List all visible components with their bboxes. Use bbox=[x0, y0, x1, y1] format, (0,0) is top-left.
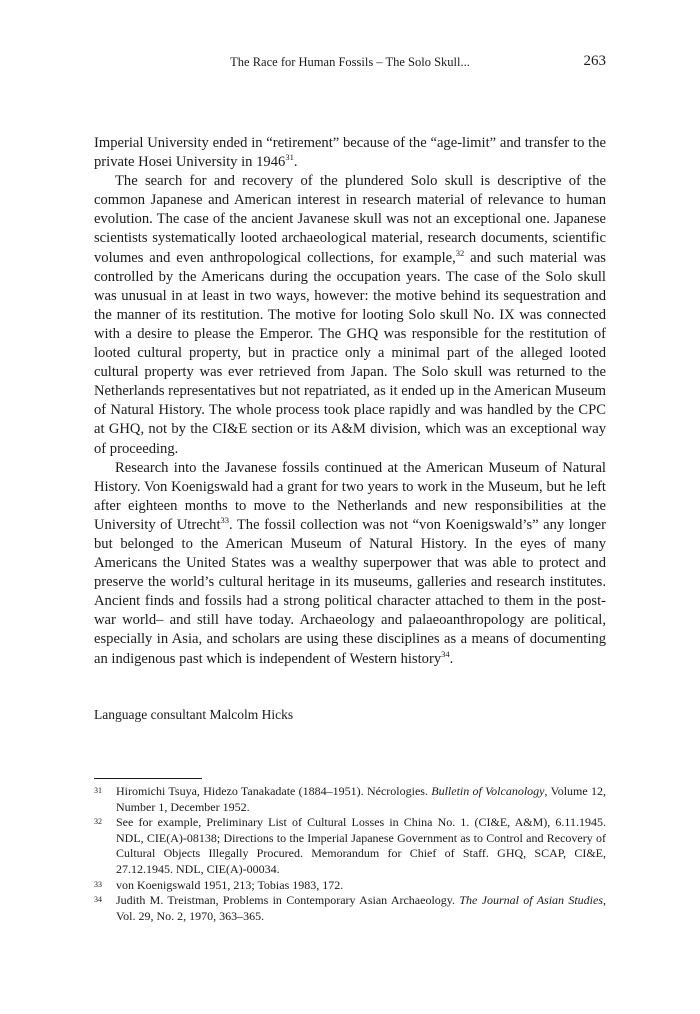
footnote-text: See for example, Preliminary List of Cultural Losses in China No. 1. (CI&E, A&M), 6.11.1945. NDL, CIE(A)-08138; Directions to the Imperial Japanese Government as to Control and Recovery of Cultural Objects Illegally Procured. Memorandum for Chief of Staff. GHQ, SCAP, CI&E, 27.12.1945. NDL, CIE(A)-00034. bbox=[116, 815, 606, 876]
text-run: and such material was controlled by the Americans during the occupation years. The case of the Solo skull was unusual in at least in two ways, however: the motive behind its sequestration and the manner of its restitution. The motive for looting Solo skull No. IX was connected with a desire to please the Emperor. The GHQ was responsible for the restitution of looted cultural property, but in practice only a minimal part of the alleged looted cultural property was ever retrieved from Japan. The Solo skull was returned to the Netherlands representatives but not repatriated, as it ended up in the American Museum of Natural History. The whole process took place rapidly and was handled by the CPC at GHQ, not by the CI&E section or its A&M division, which was an exceptional way of proceeding. bbox=[94, 249, 606, 457]
footnote-number: 34 bbox=[94, 895, 102, 905]
paragraph bbox=[94, 459, 606, 669]
running-title: The Race for Human Fossils – The Solo Skull... bbox=[230, 55, 470, 69]
text-run: . bbox=[293, 154, 298, 171]
footnote-text: von Koenigswald 1951, 213; Tobias 1983, 172. bbox=[116, 877, 344, 892]
footnote-number: 31 bbox=[94, 786, 102, 795]
text-run: Research into the Javanese fossils continued at the American Museum of Natural History. Von Koenigswald had a grant for two years to work in the Museum, but he left after eighteen months to move to the Netherlands and new responsibilities at the University of Utrecht bbox=[94, 459, 606, 533]
footnote-ref: 31 bbox=[285, 152, 294, 163]
main-text bbox=[94, 134, 606, 669]
running-header bbox=[94, 53, 606, 73]
footnote-number: 32 bbox=[94, 817, 102, 827]
footnote-text: , Vol. 29, No. 2, 1970, 363–365. bbox=[116, 893, 606, 923]
paragraph bbox=[94, 172, 606, 458]
text-run: Imperial University ended in “retirement” because of the “age-limit” and transfer to the private Hosei University in 1946 bbox=[94, 135, 606, 171]
page-number: 263 bbox=[583, 53, 606, 69]
footnotes bbox=[94, 784, 606, 924]
footnote-text: Hiromichi Tsuya, Hidezo Tanakadate (1884–1951). Nécrologies. bbox=[116, 784, 432, 798]
footnote bbox=[94, 784, 606, 815]
acknowledgement: Language consultant Malcolm Hicks bbox=[94, 707, 294, 722]
text-run: . The fossil collection was not “von Koenigswald’s” any longer but belonged to the American Museum of Natural History. In the eyes of many Americans the United States was a wealthy superpower that was able to protect and preserve the world’s cultural heritage in its museums, galleries and research institutes. Ancient finds and fossils had a strong political character attached to them in the post-war world– and still have today. Archaeology and palaeoanthropology are political, especially in Asia, and scholars are using these disciplines as a means of documenting an indigenous past which is independent of Western history bbox=[94, 516, 606, 667]
footnote-title: Bulletin of Volcanology bbox=[431, 784, 545, 798]
footnote bbox=[94, 815, 606, 877]
footnote-number: 33 bbox=[94, 879, 102, 889]
footnote-ref: 33 bbox=[220, 515, 230, 526]
footnote-ref: 34 bbox=[441, 648, 450, 659]
footnote-title: The Journal of Asian Studies bbox=[459, 893, 603, 908]
footnote-divider bbox=[94, 778, 202, 779]
footnote-text: , Volume 12, Number 1, December 1952. bbox=[116, 784, 606, 814]
footnote bbox=[94, 878, 606, 894]
text-run: . bbox=[449, 650, 454, 667]
paragraph bbox=[94, 134, 606, 172]
footnote-text: Judith M. Treistman, Problems in Contemporary Asian Archaeology. bbox=[116, 893, 460, 908]
footnote bbox=[94, 893, 606, 924]
footnote-ref: 32 bbox=[455, 247, 465, 258]
text-run: The search for and recovery of the plundered Solo skull is descriptive of the common Japanese and American interest in research material of relevance to human evolution. The case of the ancient Javanese skull was not an exceptional one. Japanese scientists systematically looted archaeological material, research documents, scientific volumes and even anthropological collections, for example, bbox=[94, 173, 606, 266]
